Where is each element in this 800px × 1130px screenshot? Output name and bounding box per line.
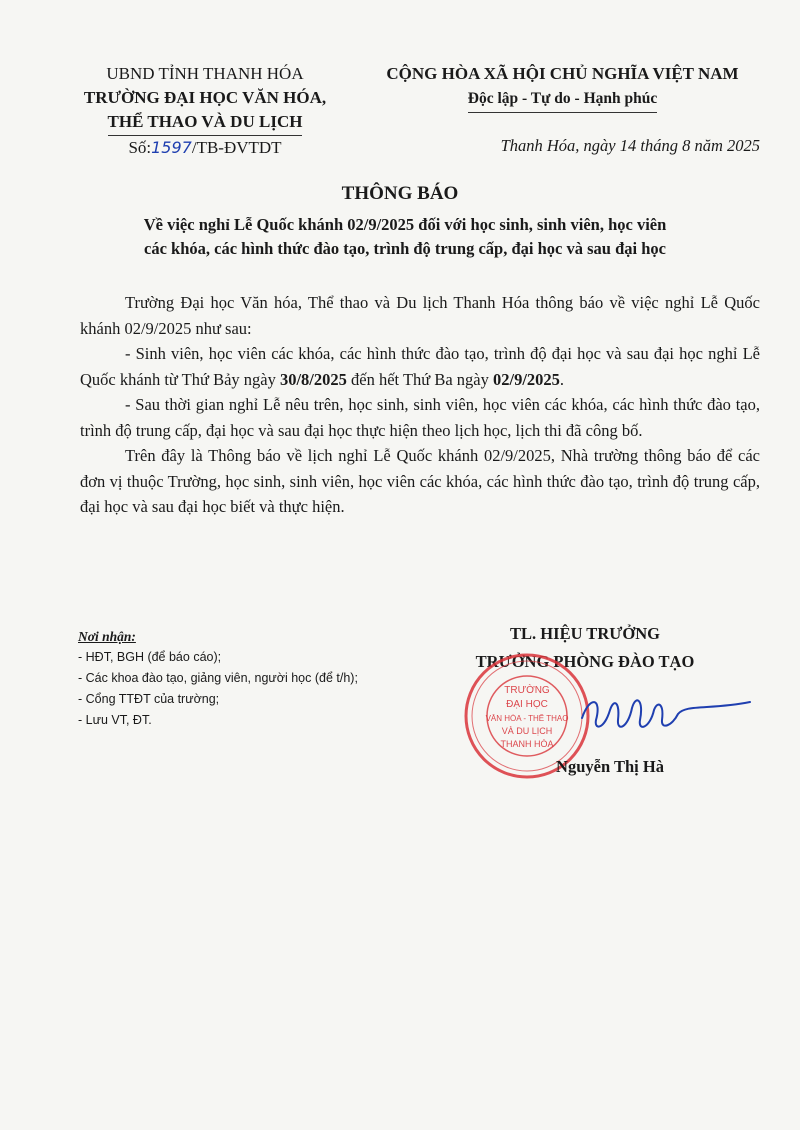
recipients-block bbox=[78, 626, 438, 731]
document-title: THÔNG BÁO bbox=[341, 183, 459, 204]
recipient-item: - Lưu VT, ĐT. bbox=[78, 713, 152, 727]
doc-number-suffix: /TB-ĐVTDT bbox=[191, 138, 282, 157]
recipient-item: - HĐT, BGH (để báo cáo); bbox=[78, 650, 222, 664]
recipients-title: Nơi nhận: bbox=[78, 629, 136, 644]
document-number bbox=[60, 136, 350, 160]
signature-title-line2: TRƯỞNG PHÒNG ĐÀO TẠO bbox=[475, 652, 695, 671]
seal-text-line: VĂN HÓA - THỂ THAO bbox=[485, 714, 569, 723]
holiday-text-c: đến hết Thứ Ba ngày bbox=[346, 369, 493, 389]
subtitle-line1: Về việc nghỉ Lễ Quốc khánh 02/9/2025 đối với học sinh, sinh viên, học viên bbox=[143, 215, 667, 234]
national-header bbox=[365, 62, 760, 113]
body-paragraph-after: - Sau thời gian nghỉ Lễ nêu trên, học sinh, sinh viên, học viên các khóa, các hình thức đào tạo, trình độ trung cấp, đại học và sau đại học thực hiện theo lịch học, lịch thi đã công bố. bbox=[80, 395, 760, 440]
handwritten-signature-icon bbox=[560, 680, 760, 750]
seal-text-line: ĐẠI HỌC bbox=[506, 699, 548, 710]
authority-line3: THỂ THAO VÀ DU LỊCH bbox=[108, 110, 303, 136]
holiday-start-date: 30/8/2025 bbox=[279, 369, 347, 389]
body-paragraph-intro: Trường Đại học Văn hóa, Thể thao và Du lịch Thanh Hóa thông báo về việc nghỉ Lễ Quốc khánh 02/9/2025 như sau: bbox=[80, 293, 760, 338]
seal-text-line: TRƯỜNG bbox=[504, 685, 550, 696]
issue-date: Thanh Hóa, ngày 14 tháng 8 năm 2025 bbox=[500, 136, 760, 155]
issuing-authority bbox=[60, 62, 350, 160]
authority-line2: TRƯỜNG ĐẠI HỌC VĂN HÓA, bbox=[83, 88, 327, 107]
signature-title-line1: TL. HIỆU TRƯỞNG bbox=[510, 624, 660, 643]
seal-text-line: VÀ DU LỊCH bbox=[501, 726, 553, 736]
body-paragraph-holiday bbox=[80, 341, 760, 392]
authority-line1: UBND TỈNH THANH HÓA bbox=[106, 64, 304, 83]
holiday-text-a: - Sinh viên, học viên các khóa, các hình thức đào tạo, trình độ đại học và sau đại học nghỉ Lễ Quốc khánh từ Thứ Bảy ngày bbox=[80, 344, 760, 389]
holiday-text-e: . bbox=[559, 369, 565, 389]
document-body bbox=[80, 290, 760, 520]
doc-number-prefix: Số: bbox=[128, 138, 152, 157]
recipient-item: - Cổng TTĐT của trường; bbox=[78, 692, 220, 706]
body-paragraph-closing: Trên đây là Thông báo về lịch nghỉ Lễ Quốc khánh 02/9/2025, Nhà trường thông báo để các đơn vị thuộc Trường, học sinh, sinh viên, học viên các khóa, các hình thức đào tạo, trình độ trung cấp, đại học và sau đại học biết và thực hiện. bbox=[80, 446, 760, 516]
recipient-item: - Các khoa đào tạo, giảng viên, người học (để t/h); bbox=[78, 671, 358, 685]
signer-name: Nguyễn Thị Hà bbox=[556, 757, 664, 776]
doc-number-handwritten: 1597 bbox=[151, 138, 192, 157]
subtitle-line2: các khóa, các hình thức đào tạo, trình độ trung cấp, đại học và sau đại học bbox=[144, 239, 666, 258]
national-motto: Độc lập - Tự do - Hạnh phúc bbox=[468, 87, 657, 113]
holiday-end-date: 02/9/2025 bbox=[493, 369, 560, 389]
seal-text-line: THANH HÓA bbox=[500, 739, 554, 749]
nation-name: CỘNG HÒA XÃ HỘI CHỦ NGHĨA VIỆT NAM bbox=[386, 64, 739, 83]
document-subtitle bbox=[55, 213, 755, 261]
